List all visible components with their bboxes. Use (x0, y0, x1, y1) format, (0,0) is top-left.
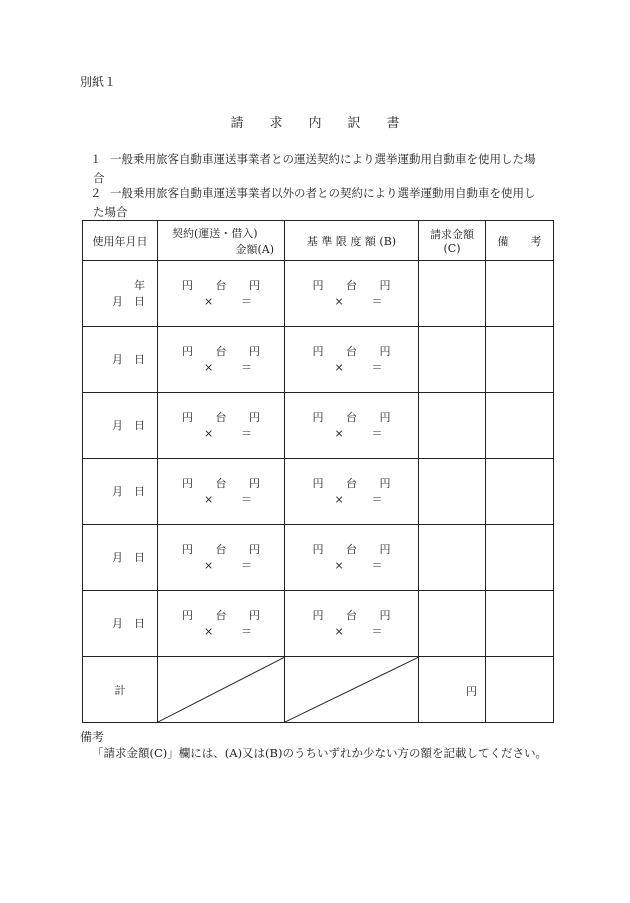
header-claim-amount (419, 221, 486, 261)
yen-unit: 円 (249, 476, 260, 490)
equals-sign: ＝ (371, 492, 383, 506)
yen-unit: 円 (312, 608, 324, 622)
attachment-label: 別紙１ (80, 75, 117, 89)
units-label: 台 (346, 278, 357, 292)
remarks-cell[interactable] (486, 327, 554, 393)
month-day-label: 月 日 (112, 294, 145, 308)
total-contract-cell-struck (158, 657, 285, 723)
equals-sign: ＝ (371, 624, 383, 638)
standard-limit-cell[interactable] (285, 261, 419, 327)
contract-amount-cell[interactable] (158, 591, 285, 657)
times-sign: × (204, 294, 214, 308)
yen-unit: 円 (249, 344, 260, 358)
times-sign: × (334, 624, 344, 638)
month-day-label: 月 日 (112, 418, 145, 432)
standard-limit-cell[interactable] (285, 327, 419, 393)
month-day-label: 月 日 (112, 550, 145, 564)
remarks-label: 備考 (80, 730, 105, 744)
remarks-cell[interactable] (486, 591, 554, 657)
usage-date-cell[interactable] (83, 525, 158, 591)
total-standard-cell-struck (285, 657, 419, 723)
yen-unit: 円 (182, 410, 193, 424)
total-row (83, 657, 554, 723)
table-row (83, 261, 554, 327)
header-claim-line1: 請求金額 (430, 228, 474, 241)
yen-unit: 円 (312, 542, 324, 556)
header-standard-limit: 基 準 限 度 額 (B) (285, 221, 419, 261)
yen-unit: 円 (379, 476, 391, 490)
table-row (83, 591, 554, 657)
times-sign: × (334, 294, 344, 308)
yen-unit: 円 (249, 608, 260, 622)
remarks-text: 「請求金額(C)」欄には、(A)又は(B)のうちいずれか少ない方の額を記載してください。 (92, 746, 547, 760)
equals-sign: ＝ (241, 294, 252, 308)
equals-sign: ＝ (371, 360, 383, 374)
usage-date-cell[interactable] (83, 591, 158, 657)
document-title: 請 求 内 訳 書 (230, 116, 400, 131)
usage-date-cell[interactable] (83, 393, 158, 459)
yen-unit: 円 (312, 410, 324, 424)
yen-unit: 円 (379, 410, 391, 424)
item-text: 一般乗用旅客自動車運送事業者との運送契約により選挙運動用自動車を使用した場 (110, 152, 536, 166)
contract-amount-cell[interactable] (158, 525, 285, 591)
remarks-cell[interactable] (486, 525, 554, 591)
total-claim-amount-cell[interactable] (419, 657, 486, 723)
equals-sign: ＝ (371, 426, 383, 440)
claim-amount-cell[interactable] (419, 393, 486, 459)
claim-amount-cell[interactable] (419, 591, 486, 657)
yen-unit: 円 (182, 542, 193, 556)
equals-sign: ＝ (371, 294, 383, 308)
diagonal-strike (158, 657, 285, 722)
standard-limit-cell[interactable] (285, 525, 419, 591)
equals-sign: ＝ (241, 492, 252, 506)
times-sign: × (334, 492, 344, 506)
yen-unit: 円 (312, 344, 324, 358)
contract-amount-cell[interactable] (158, 327, 285, 393)
item-number: １ (90, 152, 102, 166)
total-remarks-cell[interactable] (486, 657, 554, 723)
item-text-continued: 合 (93, 171, 105, 185)
units-label: 台 (215, 608, 227, 622)
table-row (83, 459, 554, 525)
units-label: 台 (346, 410, 357, 424)
times-sign: × (204, 624, 214, 638)
yen-unit: 円 (249, 542, 260, 556)
claim-breakdown-table (82, 220, 554, 723)
month-day-label: 月 日 (112, 484, 145, 498)
usage-date-cell[interactable] (83, 327, 158, 393)
yen-unit: 円 (182, 608, 193, 622)
equals-sign: ＝ (371, 558, 383, 572)
equals-sign: ＝ (241, 360, 252, 374)
total-label: 計 (83, 657, 158, 723)
units-label: 台 (346, 476, 357, 490)
units-label: 台 (346, 608, 357, 622)
standard-limit-cell[interactable] (285, 393, 419, 459)
yen-unit: 円 (249, 278, 260, 292)
units-label: 台 (215, 542, 227, 556)
units-label: 台 (215, 410, 227, 424)
item-number: ２ (90, 186, 102, 200)
table-header-row (83, 221, 554, 261)
remarks-cell[interactable] (486, 459, 554, 525)
table-row (83, 525, 554, 591)
header-contract-line1: 契約(運送・借入) (172, 226, 258, 240)
yen-unit: 円 (182, 344, 193, 358)
item-text: 一般乗用旅客自動車運送事業者以外の者との契約により選挙運動用自動車を使用し (110, 186, 536, 200)
times-sign: × (334, 558, 344, 572)
contract-amount-cell[interactable] (158, 459, 285, 525)
header-date: 使用年月日 (83, 221, 158, 261)
times-sign: × (204, 558, 214, 572)
remarks-cell[interactable] (486, 393, 554, 459)
claim-amount-cell[interactable] (419, 459, 486, 525)
contract-amount-cell[interactable] (158, 261, 285, 327)
yen-unit: 円 (379, 344, 391, 358)
units-label: 台 (346, 542, 357, 556)
header-claim-line2: (C) (443, 242, 461, 255)
yen-unit: 円 (182, 476, 193, 490)
header-contract-line2: 金額(A) (235, 242, 274, 256)
usage-date-cell[interactable] (83, 459, 158, 525)
units-label: 台 (215, 476, 227, 490)
yen-unit: 円 (379, 542, 391, 556)
claim-amount-cell[interactable] (419, 525, 486, 591)
claim-amount-cell[interactable] (419, 261, 486, 327)
yen-unit: 円 (312, 278, 324, 292)
equals-sign: ＝ (241, 558, 252, 572)
remarks-cell[interactable] (486, 261, 554, 327)
yen-unit: 円 (379, 278, 391, 292)
yen-unit: 円 (249, 410, 260, 424)
month-day-label: 月 日 (112, 616, 145, 630)
claim-amount-cell[interactable] (419, 327, 486, 393)
yen-unit: 円 (379, 608, 391, 622)
times-sign: × (334, 426, 344, 440)
times-sign: × (204, 492, 214, 506)
diagonal-strike (285, 657, 419, 722)
times-sign: × (204, 360, 214, 374)
header-contract-amount (158, 221, 285, 261)
table-row (83, 393, 554, 459)
equals-sign: ＝ (241, 426, 252, 440)
equals-sign: ＝ (241, 624, 252, 638)
item-text-continued: た場合 (93, 205, 128, 219)
yen-unit: 円 (312, 476, 324, 490)
total-yen-unit: 円 (466, 685, 477, 698)
units-label: 台 (215, 344, 227, 358)
standard-limit-cell[interactable] (285, 459, 419, 525)
contract-amount-cell[interactable] (158, 393, 285, 459)
units-label: 台 (346, 344, 357, 358)
header-remarks: 備 考 (486, 221, 554, 261)
times-sign: × (204, 426, 214, 440)
times-sign: × (334, 360, 344, 374)
usage-date-cell[interactable] (83, 261, 158, 327)
table-row (83, 327, 554, 393)
month-day-label: 月 日 (112, 352, 145, 366)
yen-unit: 円 (182, 278, 193, 292)
year-label: 年 (134, 278, 145, 292)
standard-limit-cell[interactable] (285, 591, 419, 657)
units-label: 台 (215, 278, 227, 292)
